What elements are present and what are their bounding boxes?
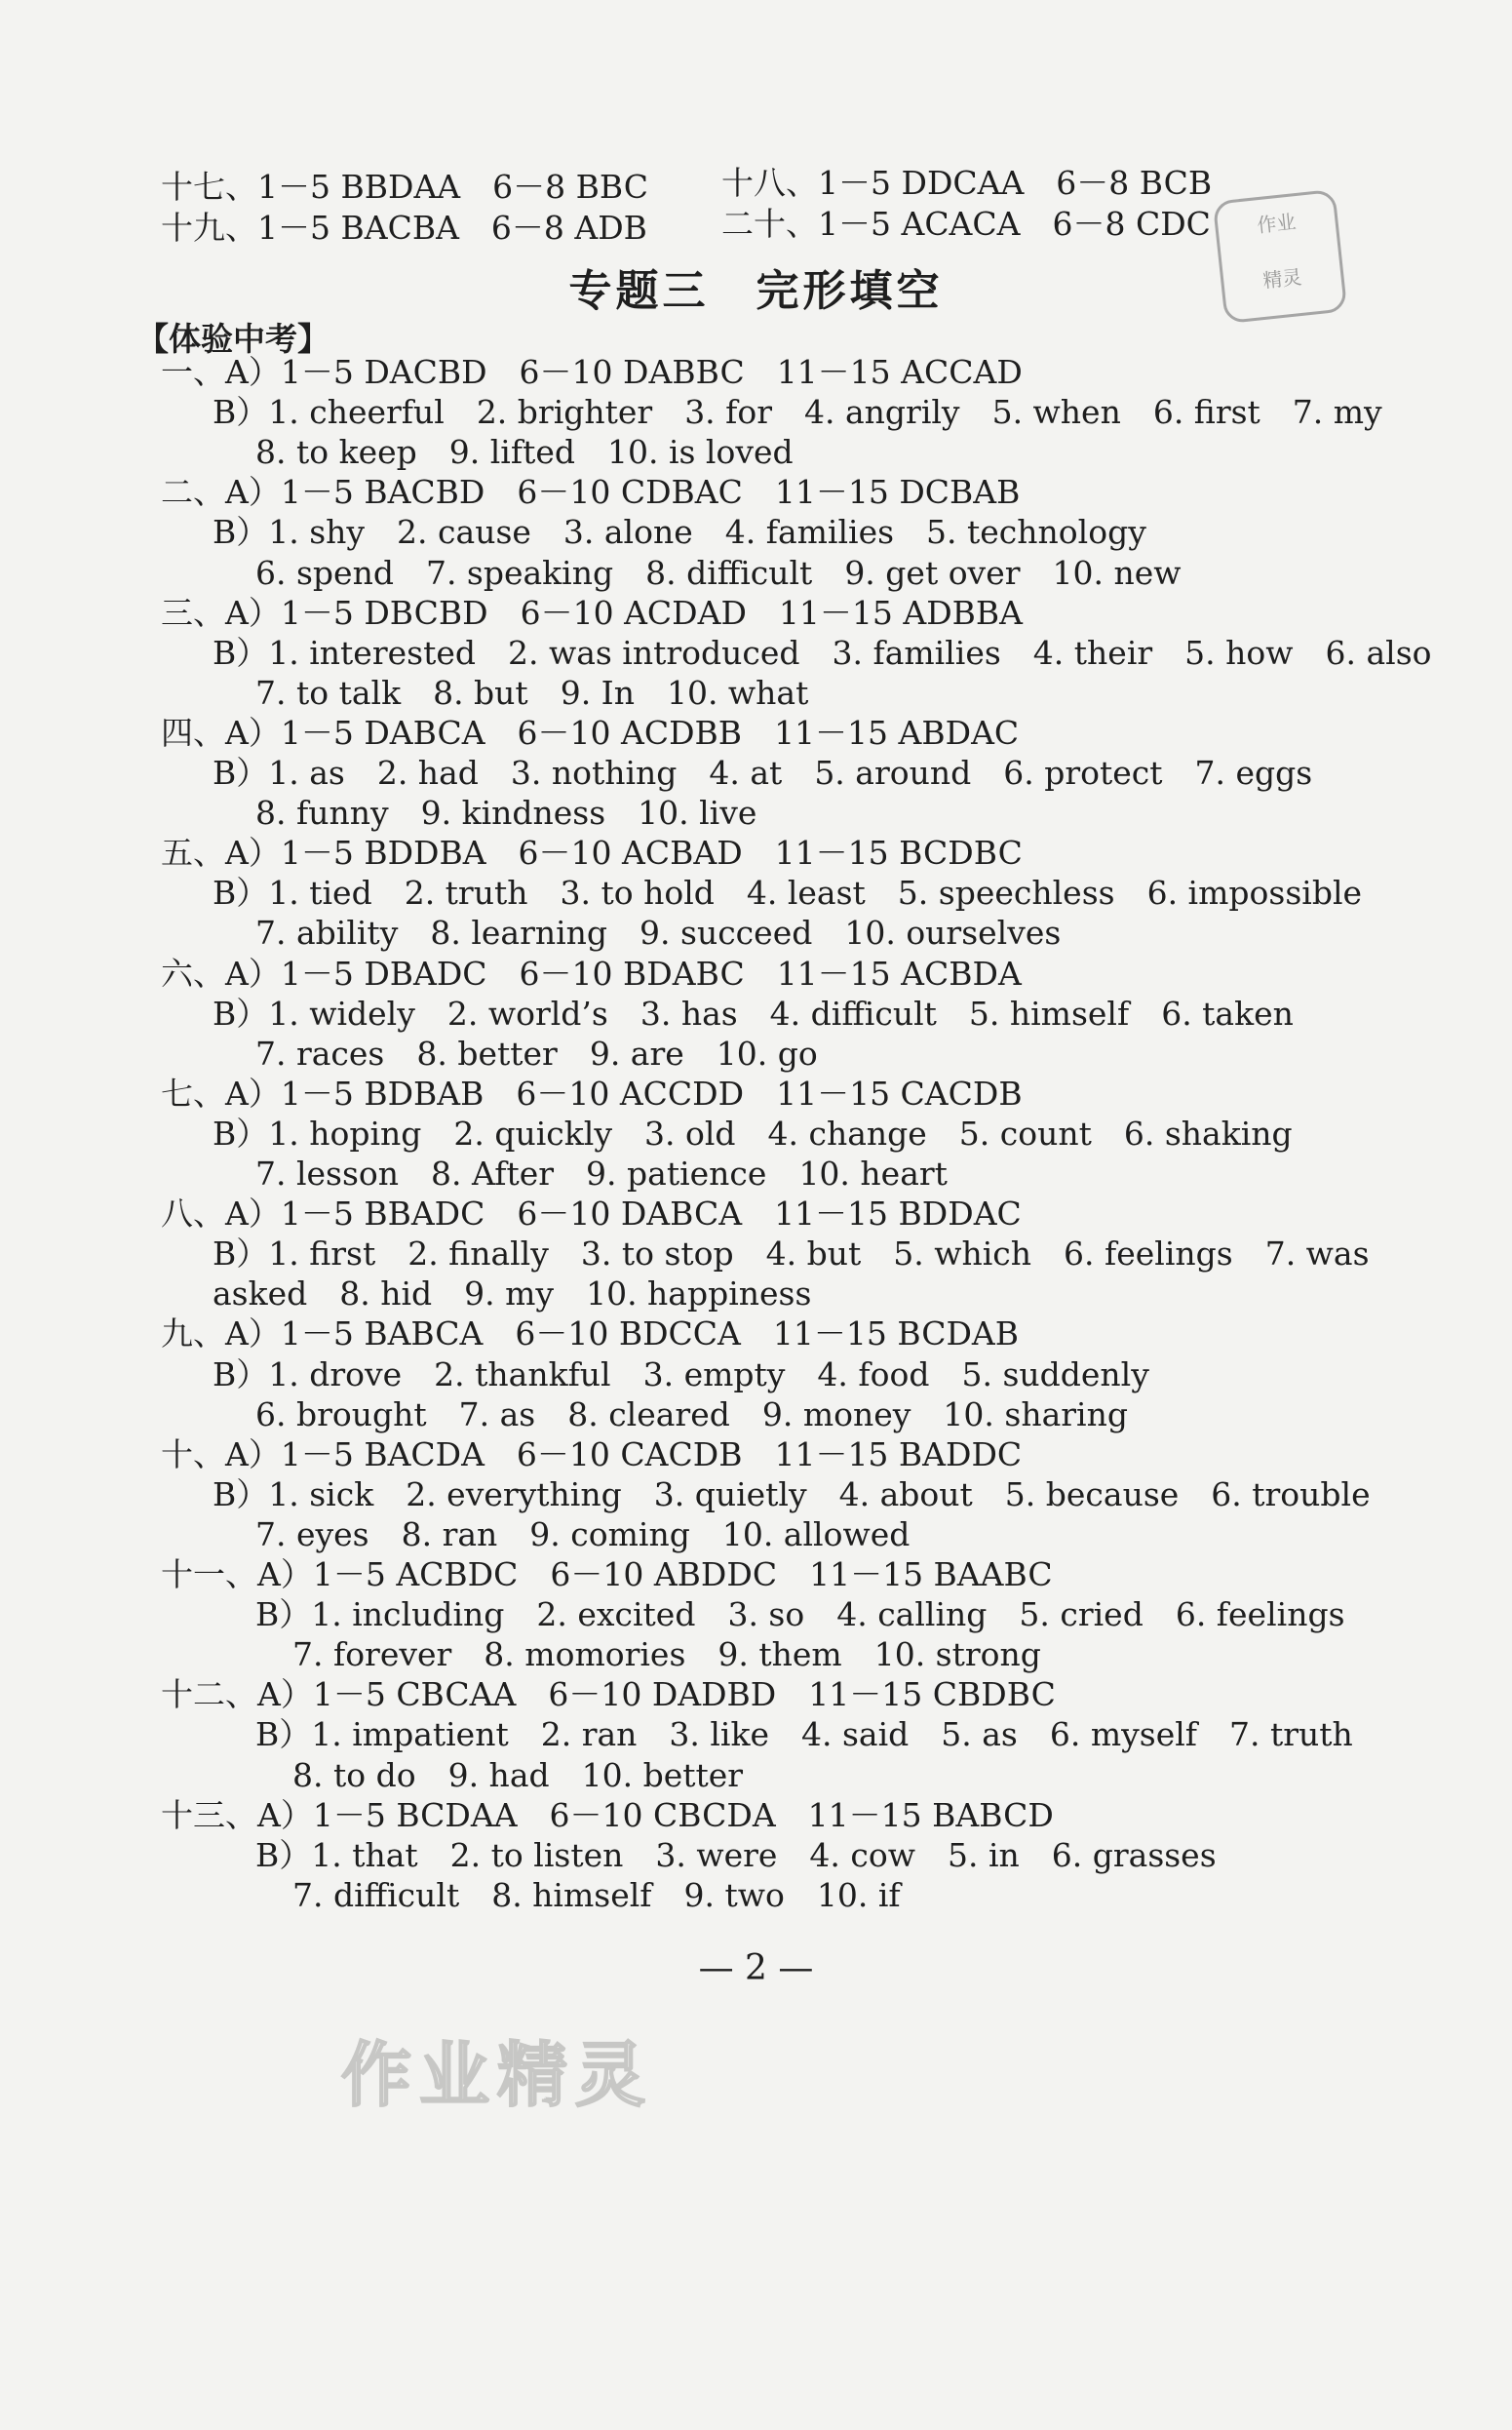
section-heading: 【体验中考】 — [136, 320, 330, 358]
answer-detail-line: 8. to keep 9. lifted 10. is loved — [255, 433, 794, 472]
top-row-1-right: 十八、1－5 DDCAA 6－8 BCB — [721, 164, 1213, 202]
answer-group-line: 三、A）1－5 DBCBD 6－10 ACDAD 11－15 ADBBA — [161, 593, 1023, 632]
answer-group-line: 十三、A）1－5 BCDAA 6－10 CBCDA 11－15 BABCD — [161, 1795, 1054, 1834]
answer-detail-line: B）1. sick 2. everything 3. quietly 4. about 5. because 6. trouble — [213, 1474, 1371, 1513]
top-row-2-right: 二十、1－5 ACACA 6－8 CDC — [721, 205, 1211, 243]
answer-detail-line: B）1. as 2. had 3. nothing 4. at 5. around 6. protect 7. eggs — [213, 754, 1313, 792]
answer-group-line: 九、A）1－5 BABCA 6－10 BDCCA 11－15 BCDAB — [161, 1314, 1019, 1353]
answer-detail-line: 7. to talk 8. but 9. In 10. what — [255, 673, 809, 712]
page-title: 专题三 完形填空 — [568, 266, 944, 316]
answer-group-line: 五、A）1－5 BDDBA 6－10 ACBAD 11－15 BCDBC — [161, 834, 1023, 873]
answer-group-line: 二、A）1－5 BACBD 6－10 CDBAC 11－15 DCBAB — [161, 473, 1021, 512]
answer-group-line: 八、A）1－5 BBADC 6－10 DABCA 11－15 BDDAC — [161, 1195, 1022, 1234]
answer-detail-line: B）1. that 2. to listen 3. were 4. cow 5. in 6. grasses — [255, 1835, 1217, 1874]
answer-detail-line: B）1. impatient 2. ran 3. like 4. said 5. as 6. myself 7. truth — [255, 1715, 1353, 1754]
answer-detail-line: 7. lesson 8. After 9. patience 10. heart — [255, 1155, 948, 1193]
answer-detail-line: 8. to do 9. had 10. better — [292, 1755, 744, 1794]
answer-detail-line: 8. funny 9. kindness 10. live — [255, 794, 757, 833]
answer-detail-line: 7. ability 8. learning 9. succeed 10. ourselves — [255, 914, 1062, 953]
answer-detail-line: 7. difficult 8. himself 9. two 10. if — [292, 1875, 901, 1914]
answer-detail-line: 6. spend 7. speaking 8. difficult 9. get over 10. new — [255, 553, 1182, 592]
answer-detail-line: 6. brought 7. as 8. cleared 9. money 10. sharing — [255, 1394, 1128, 1433]
answer-detail-line: B）1. interested 2. was introduced 3. families 4. their 5. how 6. also — [213, 633, 1432, 672]
answer-group-line: 一、A）1－5 DACBD 6－10 DABBC 11－15 ACCAD — [161, 353, 1023, 391]
answer-detail-line: B）1. including 2. excited 3. so 4. calling 5. cried 6. feelings — [255, 1595, 1345, 1634]
answer-detail-line: B）1. drove 2. thankful 3. empty 4. food 5. suddenly — [213, 1354, 1149, 1393]
page-number: — 2 — — [698, 1948, 814, 1988]
answer-detail-line: B）1. hoping 2. quickly 3. old 4. change 5. count 6. shaking — [213, 1114, 1293, 1153]
top-row-2-left: 十九、1－5 BACBA 6－8 ADB — [161, 209, 647, 247]
answer-group-line: 七、A）1－5 BDBAB 6－10 ACCDD 11－15 CACDB — [161, 1074, 1023, 1113]
watermark: 作业精灵 — [341, 2034, 654, 2116]
stamp-text-2: 精灵 — [1261, 264, 1303, 293]
answer-group-line: 十、A）1－5 BACDA 6－10 CACDB 11－15 BADDC — [161, 1434, 1023, 1473]
answer-detail-line: 7. eyes 8. ran 9. coming 10. allowed — [255, 1514, 911, 1553]
answer-group-line: 十一、A）1－5 ACBDC 6－10 ABDDC 11－15 BAABC — [161, 1555, 1053, 1593]
answer-group-line: 六、A）1－5 DBADC 6－10 BDABC 11－15 ACBDA — [161, 954, 1022, 993]
answer-detail-line: asked 8. hid 9. my 10. happiness — [213, 1274, 812, 1313]
answer-detail-line: B）1. cheerful 2. brighter 3. for 4. angrily 5. when 6. first 7. my — [213, 393, 1382, 432]
stamp-text-1: 作业 — [1256, 210, 1298, 238]
answer-group-line: 十二、A）1－5 CBCAA 6－10 DADBD 11－15 CBDBC — [161, 1675, 1056, 1714]
answer-detail-line: B）1. shy 2. cause 3. alone 4. families 5. technology — [213, 513, 1146, 552]
top-row-1-left: 十七、1－5 BBDAA 6－8 BBC — [161, 168, 648, 206]
answer-detail-line: 7. forever 8. momories 9. them 10. strong — [292, 1635, 1041, 1674]
answer-group-line: 四、A）1－5 DABCA 6－10 ACDBB 11－15 ABDAC — [161, 713, 1020, 752]
answer-detail-line: B）1. first 2. finally 3. to stop 4. but 5. which 6. feelings 7. was — [213, 1235, 1370, 1274]
answer-detail-line: B）1. tied 2. truth 3. to hold 4. least 5. speechless 6. impossible — [213, 874, 1363, 913]
answer-detail-line: B）1. widely 2. world’s 3. has 4. difficult 5. himself 6. taken — [213, 994, 1294, 1033]
answer-detail-line: 7. races 8. better 9. are 10. go — [255, 1034, 818, 1073]
